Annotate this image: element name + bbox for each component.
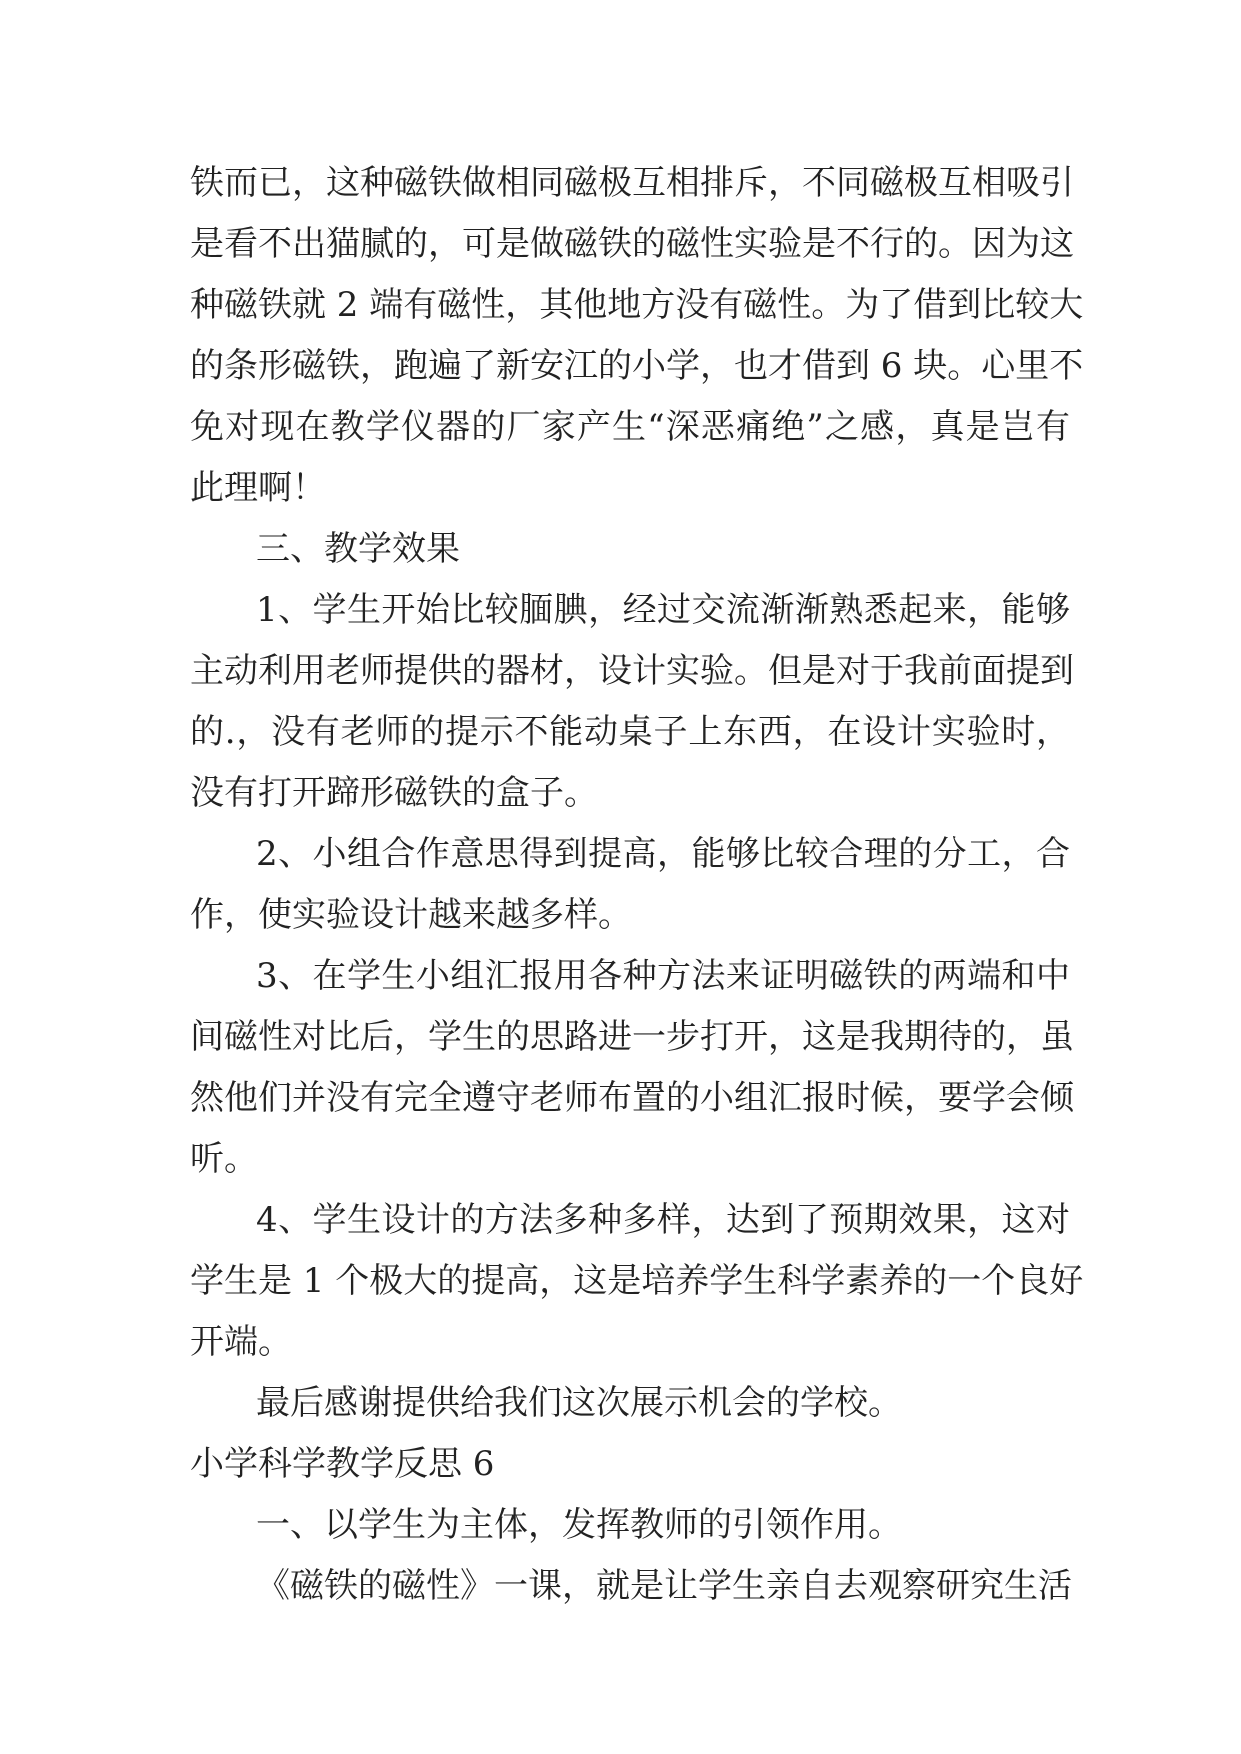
paragraph-line: 此理啊！ (190, 468, 326, 508)
paragraph-line: 主动利用老师提供的器材，设计实验。但是对于我前面提到 (190, 651, 1074, 691)
paragraph-line: 作，使实验设计越来越多样。 (190, 895, 632, 935)
paragraph-line: 铁而已，这种磁铁做相同磁极互相排斥，不同磁极互相吸引 (190, 163, 1074, 203)
paragraph-line: 学生是 1 个极大的提高，这是培养学生科学素养的一个良好 (190, 1261, 1084, 1301)
paragraph-line: 最后感谢提供给我们这次展示机会的学校。 (256, 1383, 902, 1423)
paragraph-line: 种磁铁就 2 端有磁性，其他地方没有磁性。为了借到比较大 (190, 285, 1084, 325)
section-heading: 一、以学生为主体，发挥教师的引领作用。 (256, 1505, 902, 1545)
document-title: 小学科学教学反思 6 (190, 1444, 495, 1484)
paragraph-line: 《磁铁的磁性》一课，就是让学生亲自去观察研究生活 (256, 1566, 1072, 1606)
paragraph-line: 听。 (190, 1139, 258, 1179)
section-heading: 三、教学效果 (256, 529, 460, 569)
paragraph-line: 是看不出猫腻的，可是做磁铁的磁性实验是不行的。因为这 (190, 224, 1074, 264)
paragraph-line: 4、学生设计的方法多种多样，达到了预期效果，这对 (256, 1200, 1070, 1240)
paragraph-line: 免对现在教学仪器的厂家产生“深恶痛绝”之感，真是岂有 (190, 407, 1070, 447)
paragraph-line: 3、在学生小组汇报用各种方法来证明磁铁的两端和中 (256, 956, 1070, 996)
paragraph-line: 没有打开蹄形磁铁的盒子。 (190, 773, 598, 813)
paragraph-line: 2、小组合作意思得到提高，能够比较合理的分工，合 (256, 834, 1070, 874)
paragraph-line: 开端。 (190, 1322, 292, 1362)
paragraph-line: 间磁性对比后，学生的思路进一步打开，这是我期待的，虽 (190, 1017, 1074, 1057)
paragraph-line: 的条形磁铁，跑遍了新安江的小学，也才借到 6 块。心里不 (190, 346, 1084, 386)
paragraph-line: 1、学生开始比较腼腆，经过交流渐渐熟悉起来，能够 (256, 590, 1070, 630)
paragraph-line: 的.，没有老师的提示不能动桌子上东西，在设计实验时， (190, 712, 1070, 752)
paragraph-line: 然他们并没有完全遵守老师布置的小组汇报时候，要学会倾 (190, 1078, 1074, 1118)
